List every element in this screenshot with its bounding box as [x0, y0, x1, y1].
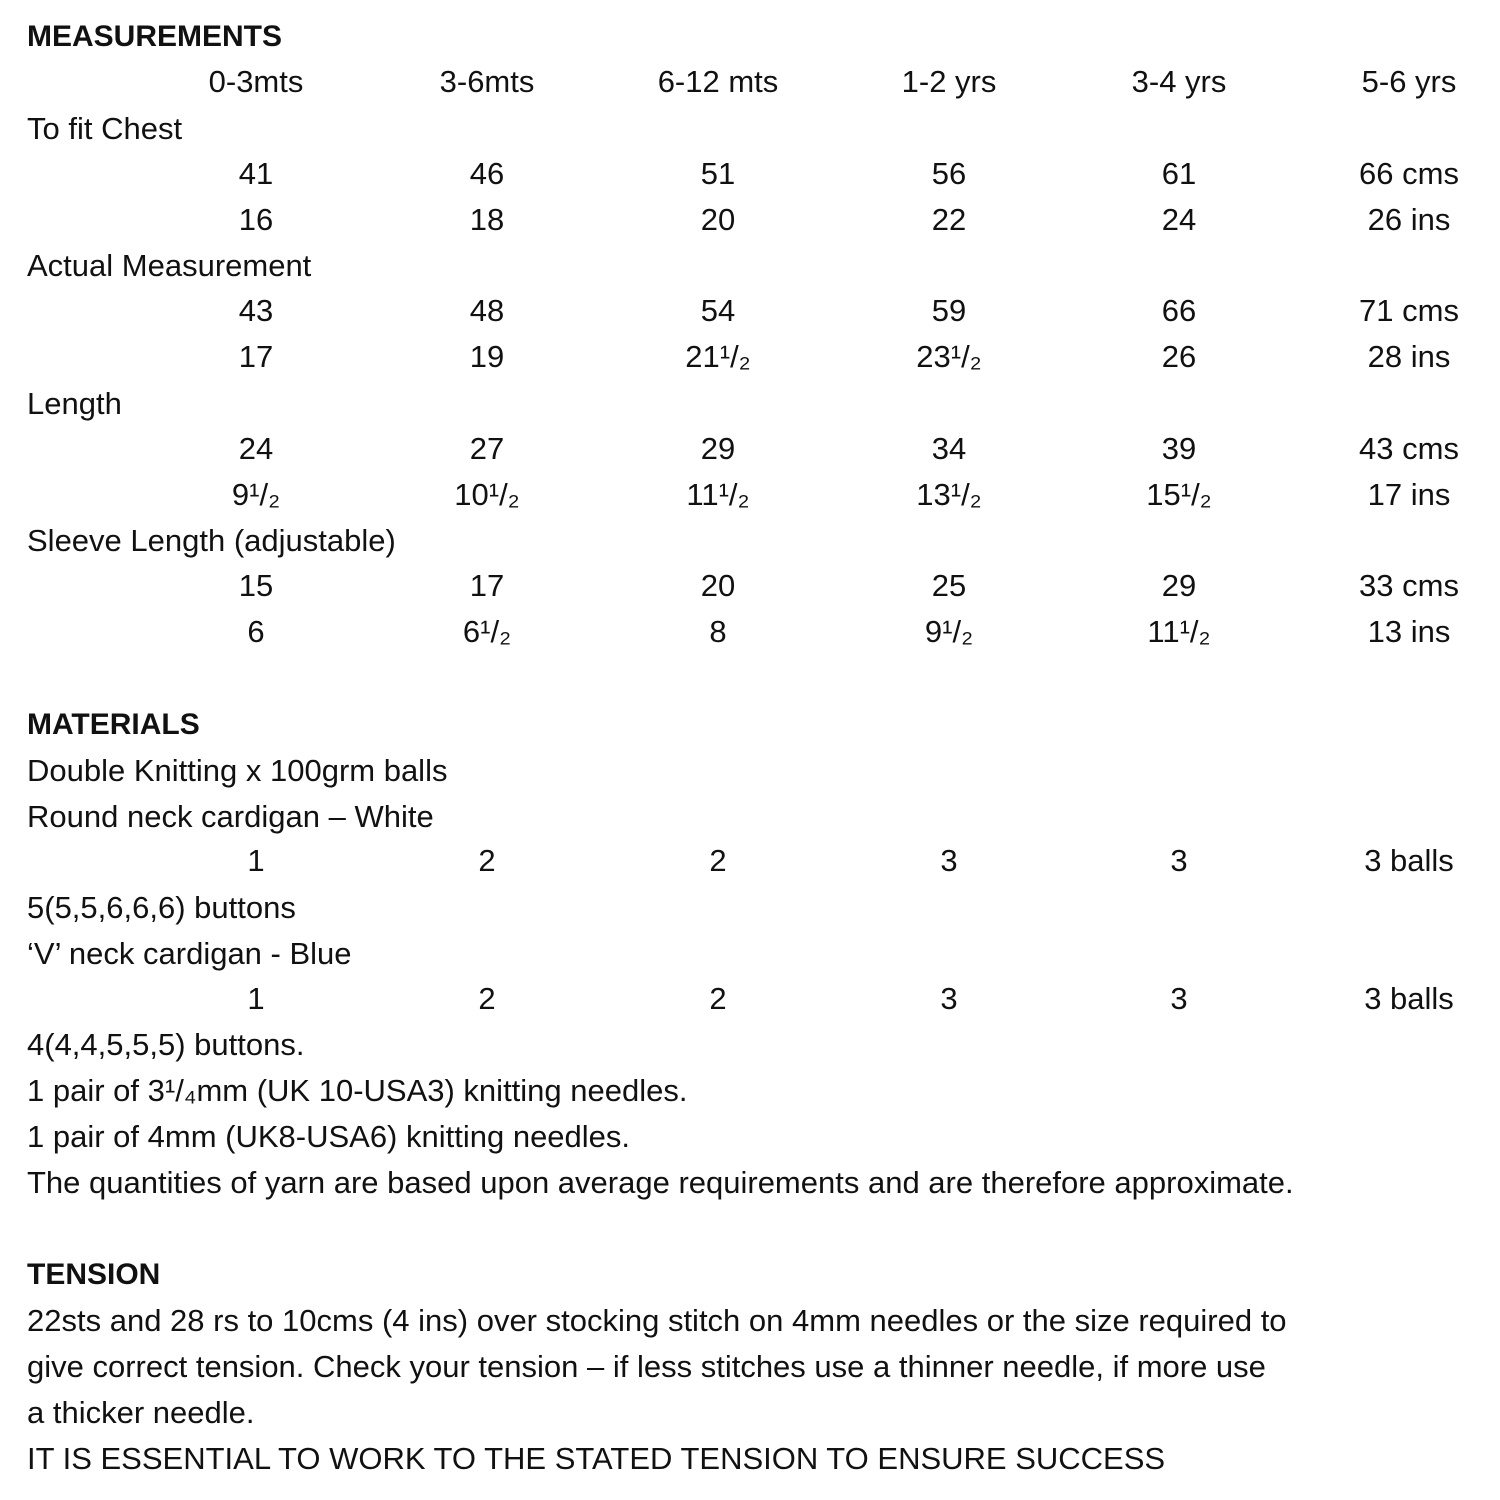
table-cell: 18	[469, 202, 505, 237]
table-cell: 17	[238, 339, 274, 374]
size-header: 5-6 yrs	[1361, 64, 1457, 99]
table-cell: 59	[931, 293, 967, 328]
table-cell: 3	[1170, 981, 1188, 1016]
table-cell: 43	[238, 293, 274, 328]
actual-measurement-label: Actual Measurement	[27, 248, 312, 283]
table-cell: 66	[1161, 293, 1197, 328]
table-cell: 24	[238, 431, 274, 466]
actual-cms-row	[0, 288, 1500, 334]
table-cell: 11¹/₂	[1147, 614, 1211, 649]
table-cell: 24	[1161, 202, 1197, 237]
table-cell: 20	[700, 568, 736, 603]
table-cell: 17 ins	[1367, 477, 1451, 512]
table-cell: 6¹/₂	[462, 614, 512, 649]
length-cms-row	[0, 426, 1500, 472]
table-cell: 20	[700, 202, 736, 237]
table-cell: 29	[700, 431, 736, 466]
table-cell: 28 ins	[1367, 339, 1451, 374]
needles-line-1: 1 pair of 3¹/₄mm (UK 10-USA3) knitting needles.	[27, 1073, 688, 1108]
round-neck-label: Round neck cardigan – White	[27, 799, 434, 834]
table-cell: 1	[247, 843, 265, 878]
table-cell: 33 cms	[1359, 568, 1459, 603]
tension-line-2: give correct tension. Check your tension – if less stitches use a thinner needle, if more use	[27, 1349, 1266, 1384]
measurements-heading: MEASUREMENTS	[27, 20, 283, 53]
table-cell: 2	[709, 843, 727, 878]
table-cell: 29	[1161, 568, 1197, 603]
tension-line-1: 22sts and 28 rs to 10cms (4 ins) over stocking stitch on 4mm needles or the size required to	[27, 1303, 1287, 1338]
table-cell: 61	[1161, 156, 1197, 191]
table-cell: 2	[709, 981, 727, 1016]
table-cell: 16	[238, 202, 274, 237]
table-cell: 66 cms	[1359, 156, 1459, 191]
yarn-quantity-note: The quantities of yarn are based upon average requirements and are therefore approximate.	[27, 1165, 1294, 1200]
v-neck-buttons: 4(4,4,5,5,5) buttons.	[27, 1027, 305, 1062]
actual-ins-row	[0, 334, 1500, 380]
table-cell: 22	[931, 202, 967, 237]
tension-line-4: IT IS ESSENTIAL TO WORK TO THE STATED TENSION TO ENSURE SUCCESS	[27, 1441, 1166, 1476]
table-cell: 15¹/₂	[1146, 477, 1212, 512]
sleeve-cms-row	[0, 563, 1500, 609]
table-cell: 10¹/₂	[454, 477, 520, 512]
table-cell: 8	[709, 614, 727, 649]
table-cell: 13 ins	[1367, 614, 1451, 649]
size-header: 1-2 yrs	[901, 64, 997, 99]
table-cell: 39	[1161, 431, 1197, 466]
table-cell: 23¹/₂	[916, 339, 982, 374]
tension-line-3: a thicker needle.	[27, 1395, 255, 1430]
table-cell: 2	[478, 981, 496, 1016]
v-neck-label: ‘V’ neck cardigan - Blue	[27, 936, 352, 971]
table-cell: 3 balls	[1364, 843, 1454, 878]
table-cell: 3	[940, 981, 958, 1016]
table-cell: 25	[931, 568, 967, 603]
length-ins-row	[0, 472, 1500, 518]
table-cell: 13¹/₂	[916, 477, 982, 512]
v-neck-balls-row	[0, 976, 1500, 1022]
materials-heading: MATERIALS	[27, 708, 200, 741]
tension-heading: TENSION	[27, 1258, 161, 1291]
size-header-row	[0, 59, 1500, 105]
table-cell: 26 ins	[1367, 202, 1451, 237]
size-header: 3-4 yrs	[1131, 64, 1227, 99]
table-cell: 6	[247, 614, 265, 649]
chest-label: To fit Chest	[27, 111, 183, 146]
size-header: 6-12 mts	[657, 64, 779, 99]
table-cell: 43 cms	[1359, 431, 1459, 466]
table-cell: 3	[1170, 843, 1188, 878]
table-cell: 17	[469, 568, 505, 603]
table-cell: 27	[469, 431, 505, 466]
table-cell: 46	[469, 156, 505, 191]
table-cell: 34	[931, 431, 967, 466]
chest-ins-row	[0, 197, 1500, 243]
table-cell: 56	[931, 156, 967, 191]
table-cell: 51	[700, 156, 736, 191]
table-cell: 71 cms	[1359, 293, 1459, 328]
table-cell: 9¹/₂	[231, 477, 281, 512]
round-neck-buttons: 5(5,5,6,6,6) buttons	[27, 890, 296, 925]
sleeve-length-label: Sleeve Length (adjustable)	[27, 523, 396, 558]
table-cell: 15	[238, 568, 274, 603]
table-cell: 41	[238, 156, 274, 191]
length-label: Length	[27, 386, 122, 421]
round-neck-balls-row	[0, 838, 1500, 884]
table-cell: 3	[940, 843, 958, 878]
table-cell: 2	[478, 843, 496, 878]
table-cell: 3 balls	[1364, 981, 1454, 1016]
table-cell: 54	[700, 293, 736, 328]
table-cell: 21¹/₂	[685, 339, 751, 374]
needles-line-2: 1 pair of 4mm (UK8-USA6) knitting needles.	[27, 1119, 631, 1154]
chest-cms-row	[0, 151, 1500, 197]
table-cell: 11¹/₂	[686, 477, 750, 512]
table-cell: 1	[247, 981, 265, 1016]
size-header: 0-3mts	[208, 64, 304, 99]
size-header: 3-6mts	[439, 64, 535, 99]
table-cell: 26	[1161, 339, 1197, 374]
table-cell: 48	[469, 293, 505, 328]
yarn-line: Double Knitting x 100grm balls	[27, 753, 448, 788]
table-cell: 9¹/₂	[924, 614, 974, 649]
table-cell: 19	[469, 339, 505, 374]
sleeve-ins-row	[0, 609, 1500, 655]
